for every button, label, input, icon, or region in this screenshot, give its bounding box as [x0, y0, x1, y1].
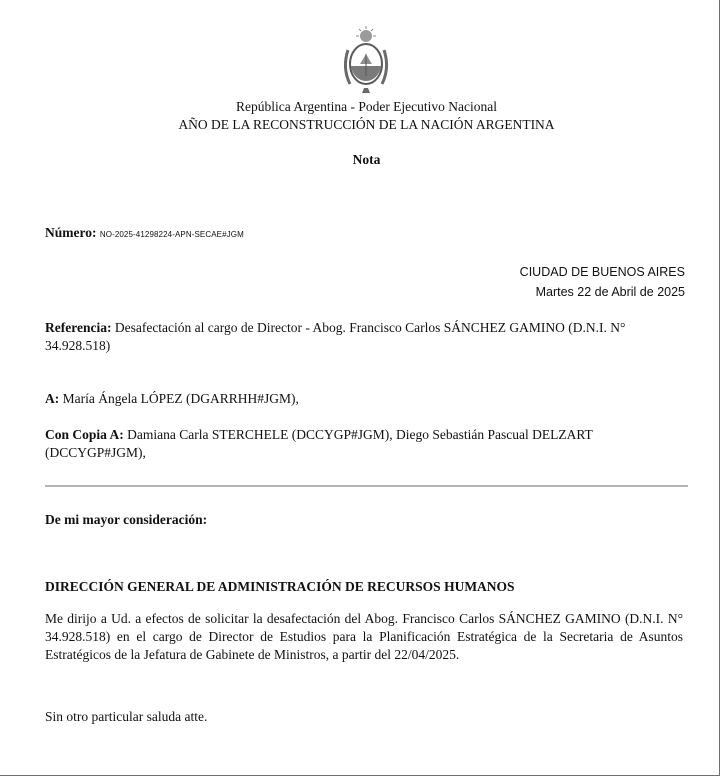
city: CIUDAD DE BUENOS AIRES — [519, 265, 685, 279]
salutation: De mi mayor consideración: — [45, 512, 208, 527]
divider — [45, 485, 688, 487]
con-copia-label: Con Copia A: — [45, 427, 124, 442]
recipient-text: María Ángela LÓPEZ (DGARRHH#JGM), — [62, 391, 299, 406]
place-date — [520, 262, 685, 302]
numero-value: NO-2025-41298224-APN-SECAE#JGM — [99, 230, 244, 239]
header-line-1: República Argentina - Poder Ejecutivo Nacional — [235, 99, 498, 114]
section-title: DIRECCIÓN GENERAL DE ADMINISTRACIÓN DE RECURSOS HUMANOS — [45, 579, 515, 594]
date: Martes 22 de Abril de 2025 — [535, 285, 685, 299]
header-line-2: AÑO DE LA RECONSTRUCCIÓN DE LA NACIÓN ARGENTINA — [178, 117, 555, 132]
referencia-label: Referencia: — [45, 320, 112, 335]
recipient — [45, 390, 685, 408]
document-type-title: Nota — [352, 152, 381, 167]
argentina-coat-of-arms-icon — [340, 24, 392, 94]
con-copia-text: Damiana Carla STERCHELE (DCCYGP#JGM), Diego Sebastián Pascual DELZART (DCCYGP#JGM), — [45, 427, 593, 460]
con-copia — [45, 426, 665, 462]
recipient-label: A: — [45, 391, 60, 406]
numero-label: Número: — [45, 225, 97, 240]
closing: Sin otro particular saluda atte. — [45, 709, 208, 724]
document-number — [45, 225, 244, 241]
referencia-text: Desafectación al cargo de Director - Abog. Francisco Carlos SÁNCHEZ GAMINO (D.N.I. N° 34.928.518) — [45, 320, 626, 353]
body-paragraph: Me dirijo a Ud. a efectos de solicitar la desafectación del Abog. Francisco Carlos SÁNCHEZ GAMINO (D.N.I. N° 34.928.518) en el cargo de Director de Estudios para la Planificación Estratégica de la Secretaria de Asuntos Estratégicos de la Jefatura de Gabinete de Ministros, a partir del 22/04/2025. — [45, 611, 683, 662]
referencia — [45, 319, 685, 355]
